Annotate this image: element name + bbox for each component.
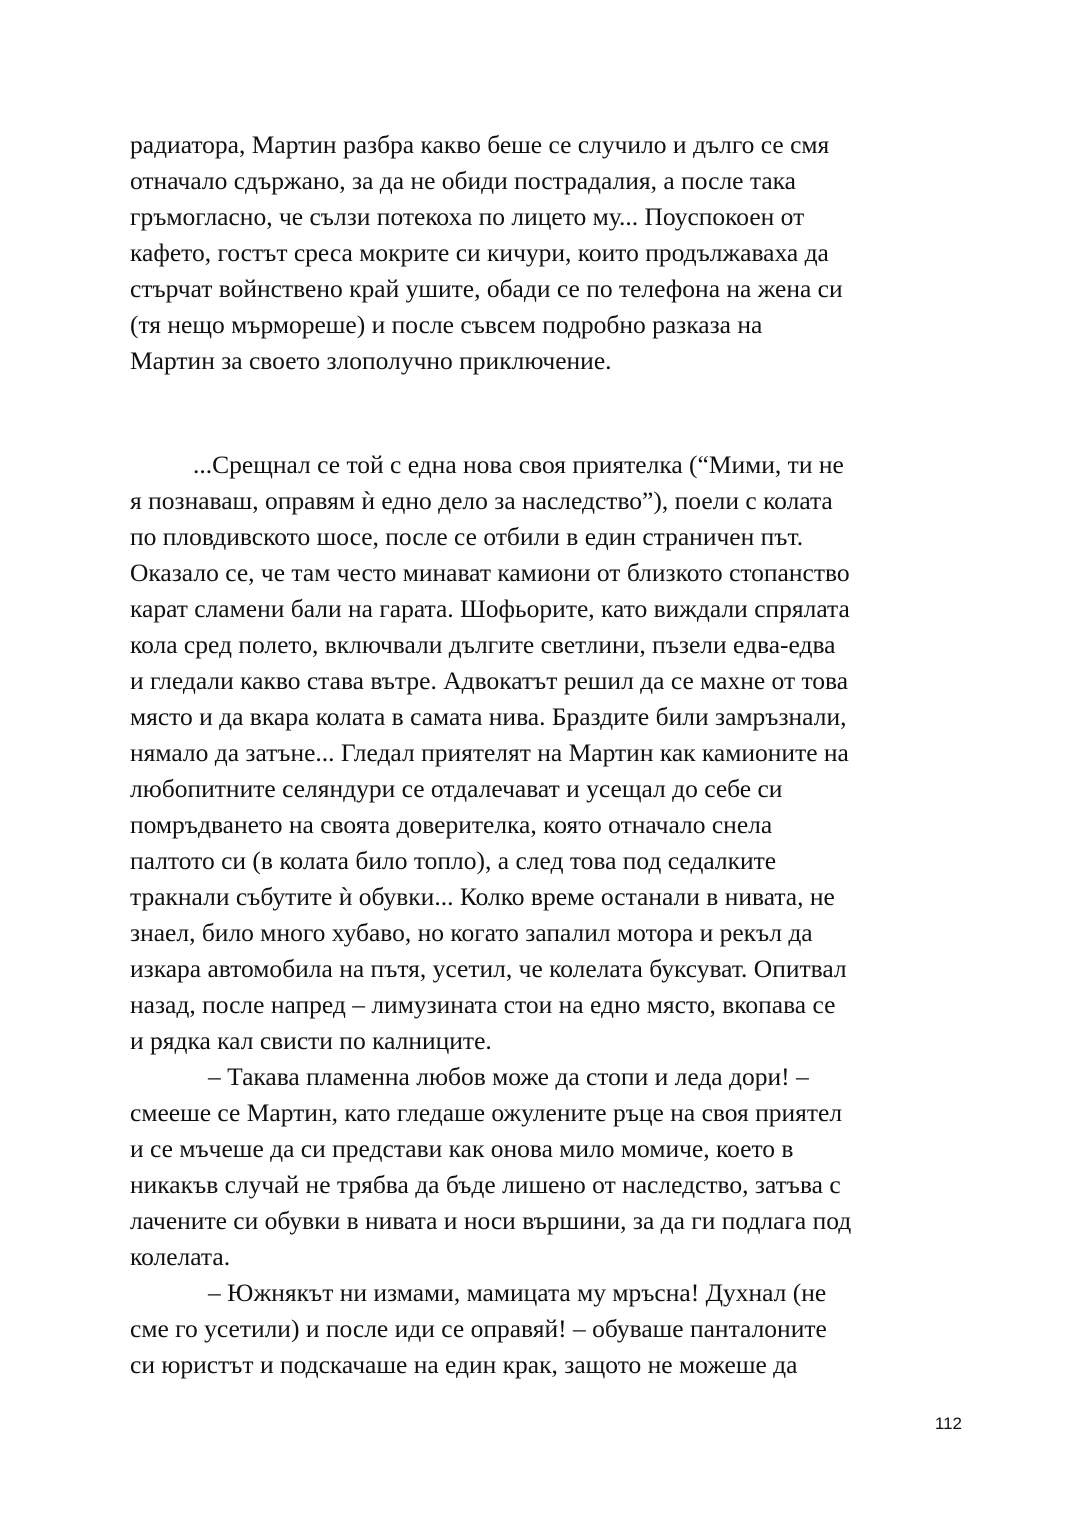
paragraph-1 <box>130 127 960 379</box>
text-line: радиатора, Мартин разбра какво беше се случило и дълго се смя <box>130 130 830 159</box>
text-line: по пловдивското шосе, после се отбили в един страничен път. <box>130 522 804 551</box>
text-line: помръдването на своята доверителка, която отначало снела <box>130 810 773 839</box>
text-block-main <box>130 447 960 1383</box>
text-line: карат сламени бали на гарата. Шофьорите, като виждали спрялата <box>130 594 850 623</box>
text-line: и рядка кал свисти по калниците. <box>130 1026 492 1055</box>
text-line: лачените си обувки в нивата и носи вършини, за да ги подлага под <box>130 1206 852 1235</box>
text-line: стърчат войнствено край ушите, обади се по телефона на жена си <box>130 274 843 303</box>
paragraph-3 <box>130 1059 960 1275</box>
text-line: кола сред полето, включвали дългите светлини, пъзели едва-едва <box>130 630 836 659</box>
text-line: (тя нещо мърмореше) и после съвсем подробно разказа на <box>130 310 763 339</box>
text-line: я познаваш, оправям ѝ едно дело за наследство”), поели с колата <box>130 486 833 515</box>
text-line: тракнали събутите ѝ обувки... Колко време останали в нивата, не <box>130 882 835 911</box>
text-line: – Такава пламенна любов може да стопи и леда дори! – <box>208 1062 809 1091</box>
text-line: гръмогласно, че сълзи потекоха по лицето му... Поуспокоен от <box>130 202 805 231</box>
text-line: отначало сдържано, за да не обиди пострадалия, а после така <box>130 166 796 195</box>
text-line: кафето, гостът среса мокрите си кичури, които продължаваха да <box>130 238 829 267</box>
text-line: място и да вкара колата в самата нива. Браздите били замръзнали, <box>130 702 847 731</box>
page-number: 112 <box>934 1414 962 1433</box>
text-line: любопитните селяндури се отдалечават и усещал до себе си <box>130 774 783 803</box>
text-line: палтото си (в колата било топло), а след това под седалките <box>130 846 777 875</box>
text-line: сме го усетили) и после иди се оправяй! – обуваше панталоните <box>130 1314 827 1343</box>
paragraph-4 <box>130 1275 960 1383</box>
text-line: назад, после напред – лимузината стои на едно място, вкопава се <box>130 990 836 1019</box>
text-line: нямало да затъне... Гледал приятелят на Мартин как камионите на <box>130 738 849 767</box>
text-line: никакъв случай не трябва да бъде лишено от наследство, затъва с <box>130 1170 841 1199</box>
text-line: си юристът и подскачаше на един крак, защото не можеше да <box>130 1350 798 1379</box>
text-block-top <box>130 127 960 379</box>
text-line: Оказало се, че там често минават камиони от близкото стопанство <box>130 558 850 587</box>
text-line: Мартин за своето злополучно приключение. <box>130 346 612 375</box>
text-line: знаел, било много хубаво, но когато запалил мотора и рекъл да <box>130 918 813 947</box>
text-line: изкара автомобила на пътя, усетил, че колелата буксуват. Опитвал <box>130 954 847 983</box>
text-line: колелата. <box>130 1242 231 1271</box>
text-line: и гледали какво става вътре. Адвокатът решил да се махне от това <box>130 666 849 695</box>
text-line: смееше се Мартин, като гледаше ожулените ръце на своя приятел <box>130 1098 843 1127</box>
paragraph-2 <box>130 447 960 1059</box>
text-line: ...Срещнал се той с една нова своя приятелка (“Мими, ти не <box>193 450 844 479</box>
text-line: – Южнякът ни измами, мамицата му мръсна! Духнал (не <box>208 1278 827 1307</box>
text-line: и се мъчеше да си представи как онова мило момиче, което в <box>130 1134 794 1163</box>
